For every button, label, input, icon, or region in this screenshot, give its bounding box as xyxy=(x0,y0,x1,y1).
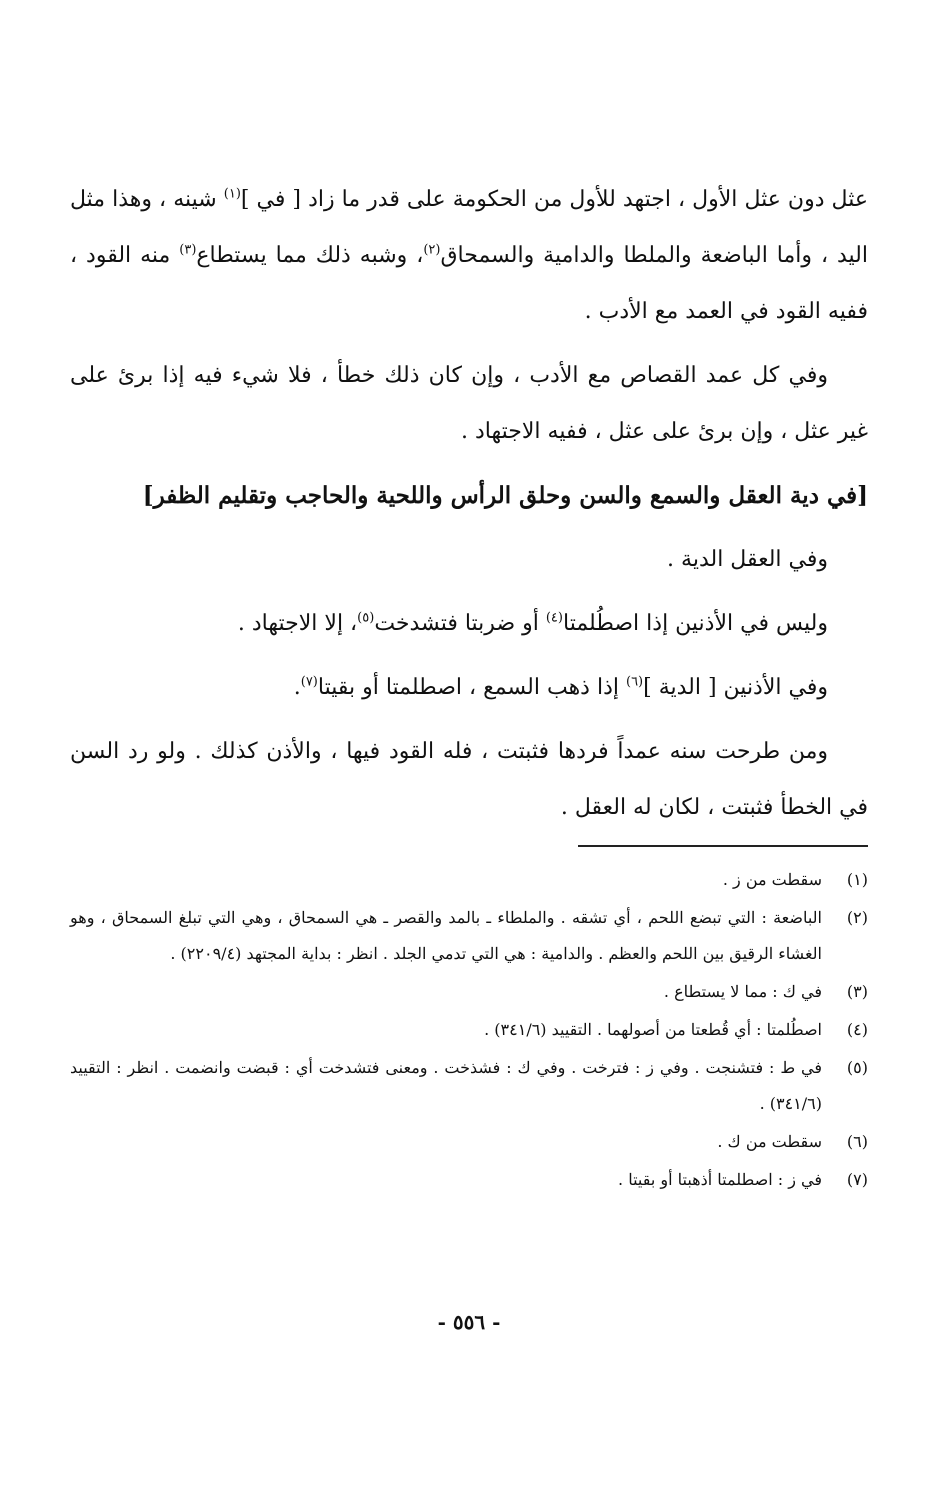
page-number: - ٥٥٦ - xyxy=(437,1310,501,1334)
paragraph-5-part-b: إذا ذهب السمع ، اصطلمتا أو بقيتا xyxy=(317,675,626,700)
paragraph-1 xyxy=(70,172,868,340)
footnotes xyxy=(70,862,868,1200)
footnote-text: في ط : فتشنجت . وفي ز : فترخت . وفي ك : فشذخت . ومعنى فتشدخت أي : قبضت وانضمت . انظر : التقييد (٣٤١/٦) . xyxy=(70,1058,822,1113)
footnote-text: في ك : مما لا يستطاع . xyxy=(663,982,822,1001)
footnote-number: (٢) xyxy=(846,908,868,927)
footnote-text: سقطت من ز . xyxy=(722,870,822,889)
footnote-ref-2: (٢) xyxy=(423,242,441,258)
footnote-ref-7: (٧) xyxy=(300,674,318,690)
footnote-4 xyxy=(70,1012,868,1048)
footnote-text: في ز : اصطلمتا أذهبتا أو بقيتا . xyxy=(618,1170,822,1189)
footnote-number: (٤) xyxy=(846,1020,868,1039)
footnote-ref-4: (٤) xyxy=(545,610,563,626)
footnote-ref-1: (١) xyxy=(223,186,241,202)
main-text xyxy=(70,172,868,844)
footnote-text: سقطت من ك . xyxy=(717,1132,822,1151)
paragraph-4-part-c: ، إلا الاجتهاد . xyxy=(237,611,358,636)
paragraph-5-part-a: وفي الأذنين [ الدية ] xyxy=(643,675,828,700)
footnote-divider xyxy=(578,845,868,847)
paragraph-6: ومن طرحت سنه عمداً فردها فثبتت ، فله القود فيها ، والأذن كذلك . ولو رد السن في الخطأ فثبتت ، لكان له العقل . xyxy=(70,739,868,820)
paragraph-5 xyxy=(70,660,868,716)
section-heading: [في دية العقل والسمع والسن وحلق الرأس واللحية والحاجب وتقليم الظفر] xyxy=(142,482,868,509)
footnote-text: اصطُلمتا : أي قُطعتا من أصولهما . التقييد (٣٤١/٦) . xyxy=(484,1020,822,1039)
paragraph-4 xyxy=(70,596,868,652)
footnote-number: (٣) xyxy=(846,982,868,1001)
footnote-number: (١) xyxy=(846,870,868,889)
footnote-7 xyxy=(70,1162,868,1198)
paragraph-1-part-b: شينه ، وهذا مثل اليد ، وأما الباضعة والملطا والدامية والسمحاق xyxy=(70,187,868,268)
footnote-5 xyxy=(70,1050,868,1122)
footnote-3 xyxy=(70,974,868,1010)
footnote-number: (٦) xyxy=(846,1132,868,1151)
footnote-number: (٧) xyxy=(846,1170,868,1189)
footnote-2 xyxy=(70,900,868,972)
paragraph-3: وفي العقل الدية . xyxy=(667,547,828,572)
footnote-ref-5: (٥) xyxy=(357,610,375,626)
footnote-number: (٥) xyxy=(846,1058,868,1077)
footnote-ref-3: (٣) xyxy=(179,242,197,258)
paragraph-1-part-a: عثل دون عثل الأول ، اجتهد للأول من الحكومة على قدر ما زاد [ في ] xyxy=(240,187,868,212)
footnote-text: الباضعة : التي تبضع اللحم ، أي تشقه . والملطاء ـ بالمد والقصر ـ هي السمحاق ، وهي التي تبلغ السمحاق ، وهو الغشاء الرقيق بين اللحم والعظم . والدامية : هي التي تدمي الجلد . انظر : بداية المجتهد (٢٢٠٩/٤) . xyxy=(70,908,822,963)
footnote-ref-6: (٦) xyxy=(625,674,644,690)
paragraph-5-part-c: . xyxy=(293,675,301,700)
paragraph-2: وفي كل عمد القصاص مع الأدب ، وإن كان ذلك خطأ ، فلا شيء فيه إذا برئ على غير عثل ، وإن برئ على عثل ، ففيه الاجتهاد . xyxy=(70,363,868,444)
paragraph-4-part-b: أو ضربتا فتشدخت xyxy=(374,611,546,636)
book-page xyxy=(70,0,868,1497)
footnote-6 xyxy=(70,1124,868,1160)
paragraph-1-part-d: منه القود ، ففيه القود في العمد مع الأدب . xyxy=(70,243,868,324)
footnote-1 xyxy=(70,862,868,898)
paragraph-1-part-c: ، وشبه ذلك مما يستطاع xyxy=(196,243,424,268)
paragraph-4-part-a: وليس في الأذنين إذا اصطُلمتا xyxy=(562,611,828,636)
